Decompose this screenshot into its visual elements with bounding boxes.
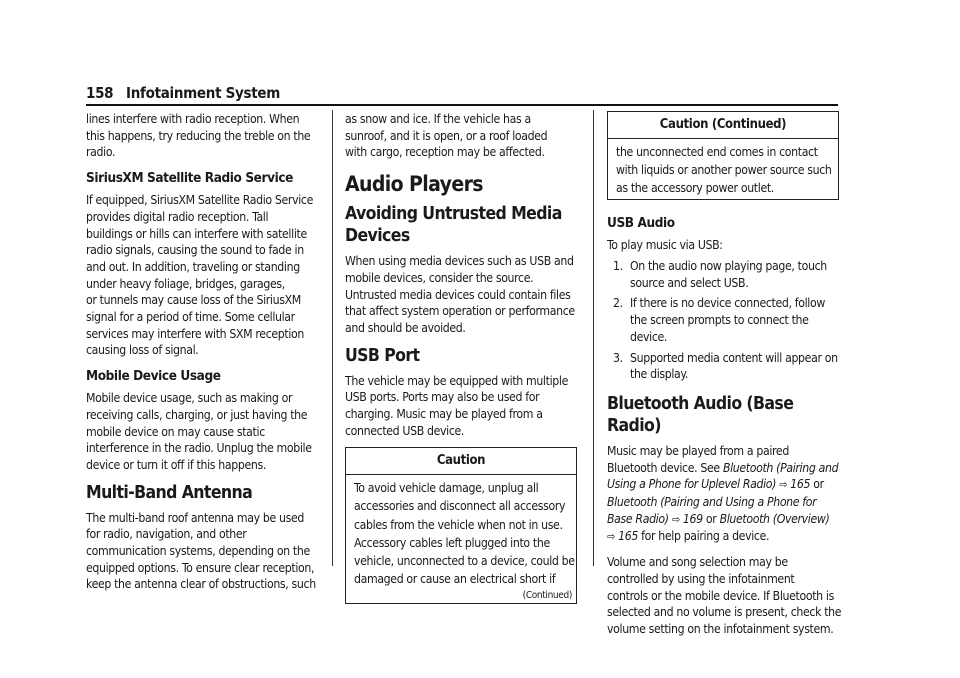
cross-reference-link[interactable]: Using a Phone for Uplevel Radio) xyxy=(607,477,777,492)
text-line: Untrusted media devices could contain files xyxy=(345,287,571,302)
text-line: keep the antenna clear of obstructions, such xyxy=(86,577,316,592)
page-header xyxy=(86,84,838,106)
text-line: communication systems, depending on the xyxy=(86,544,310,559)
text-line: provides digital radio reception. Tall xyxy=(86,209,269,224)
text-line: controls or the mobile device. If Bluetooth is xyxy=(607,588,834,603)
text-line: The vehicle may be equipped with multiple xyxy=(345,373,568,388)
cross-reference-link[interactable]: Bluetooth (Overview) xyxy=(719,511,830,526)
text-line: and should be avoided. xyxy=(345,320,466,335)
text-line: Supported media content will appear on xyxy=(630,350,838,365)
text-fragment: for help pairing a device. xyxy=(637,529,770,544)
text-line: interference in the radio. Unplug the mobile xyxy=(86,441,312,456)
text-line: with cargo, reception may be affected. xyxy=(345,145,545,160)
text-line: signal for a period of time. Some cellular xyxy=(86,310,295,325)
text-line: Volume and song selection may be xyxy=(607,555,788,570)
text-line: When using media devices such as USB and xyxy=(345,254,574,269)
caution-body xyxy=(346,475,576,590)
text-line: for radio, navigation, and other xyxy=(86,527,247,542)
text-line: the unconnected end comes in contact xyxy=(616,144,818,159)
list-item xyxy=(607,295,839,345)
caution-box xyxy=(345,447,577,604)
text-line: or tunnels may cause loss of the SiriusXM xyxy=(86,293,301,308)
text-line: lines interfere with radio reception. When xyxy=(86,112,300,126)
column-1 xyxy=(86,111,318,601)
cross-reference-link[interactable]: Bluetooth (Pairing and xyxy=(722,460,839,475)
text-line: Mobile device usage, such as making or xyxy=(86,391,293,406)
caution-box-continued xyxy=(607,111,839,200)
text-line: receiving calls, charging, or just having the xyxy=(86,407,308,422)
text-line xyxy=(607,511,839,529)
text-line: To avoid vehicle damage, unplug all xyxy=(354,481,539,496)
usb-port-heading: USB Port xyxy=(345,345,420,366)
text-line: the screen prompts to connect the xyxy=(630,313,809,328)
chapter-title: Audio Players xyxy=(345,172,483,197)
text-line: as snow and ice. If the vehicle has a xyxy=(345,112,531,126)
text-line: charging. Music may be played from a xyxy=(345,407,543,422)
text-line: controlled by using the infotainment xyxy=(607,571,795,586)
text-line: The multi-band roof antenna may be used xyxy=(86,510,305,525)
continued-paragraph xyxy=(345,111,577,161)
continued-marker: (Continued) xyxy=(522,590,572,602)
text-line: under heavy foliage, bridges, garages, xyxy=(86,276,285,291)
step-number: 3. xyxy=(613,350,623,365)
usb-audio-steps xyxy=(607,258,839,383)
text-line: If there is no device connected, follow xyxy=(630,296,825,311)
page-reference[interactable]: 165 xyxy=(790,477,811,492)
text-line: device or turn it off if this happens. xyxy=(86,457,266,472)
text-line: radio signals, causing the sound to fade in xyxy=(86,243,304,258)
cross-reference-link[interactable]: Base Radio) xyxy=(607,511,669,526)
bluetooth-audio-heading: Bluetooth Audio (Base Radio) xyxy=(607,393,794,436)
page-reference[interactable]: 169 xyxy=(682,511,703,526)
caution-body xyxy=(608,139,838,200)
text-line: mobile device on may cause static xyxy=(86,424,265,439)
text-line: and out. In addition, traveling or standing xyxy=(86,259,300,274)
column-divider xyxy=(332,110,333,566)
text-line: the display. xyxy=(630,367,688,382)
text-line: On the audio now playing page, touch xyxy=(630,259,827,274)
list-item xyxy=(607,258,839,291)
text-line: accessories and disconnect all accessory xyxy=(354,499,566,514)
text-line: radio. xyxy=(86,145,116,160)
text-line: device. xyxy=(630,329,668,344)
section-title: Infotainment System xyxy=(126,84,281,102)
text-line: this happens, try reducing the treble on the xyxy=(86,128,311,143)
step-number: 2. xyxy=(613,296,623,311)
text-line: services may interfere with SXM reception xyxy=(86,326,304,341)
text-line: If equipped, SiriusXM Satellite Radio Service xyxy=(86,193,313,208)
text-fragment: or xyxy=(702,511,720,526)
text-line: cables from the vehicle when not in use. xyxy=(354,517,563,532)
caution-title: Caution (Continued) xyxy=(608,112,838,139)
caution-title: Caution xyxy=(346,448,576,475)
antenna-heading: Multi-Band Antenna xyxy=(86,482,253,503)
mobile-device-heading: Mobile Device Usage xyxy=(86,368,221,385)
page-ref-arrow-icon: ⇨ xyxy=(671,512,680,526)
text-line xyxy=(607,494,839,511)
mobile-device-paragraph xyxy=(86,390,318,474)
text-line: causing loss of signal. xyxy=(86,343,199,358)
list-item xyxy=(607,350,839,383)
cross-reference-link[interactable]: Bluetooth (Pairing and Using a Phone for xyxy=(607,495,817,510)
usb-audio-intro: To play music via USB: xyxy=(607,238,723,253)
text-line: volume setting on the infotainment system. xyxy=(607,621,834,636)
text-fragment: Bluetooth device. See xyxy=(607,460,723,475)
column-3 xyxy=(607,111,842,646)
text-line: damaged or cause an electrical short if xyxy=(354,572,556,587)
step-number: 1. xyxy=(613,259,623,274)
page-reference[interactable]: 165 xyxy=(618,529,638,544)
text-line: source and select USB. xyxy=(630,275,749,290)
untrusted-media-heading: Avoiding Untrusted Media Devices xyxy=(345,204,562,247)
usb-port-paragraph xyxy=(345,373,577,440)
text-line: mobile devices, consider the source. xyxy=(345,270,534,285)
text-line: buildings or hills can interfere with satellite xyxy=(86,226,307,241)
text-line xyxy=(607,460,839,477)
text-line: that affect system operation or performance xyxy=(345,304,575,319)
text-line: equipped options. To ensure clear reception, xyxy=(86,560,315,575)
text-line: with liquids or another power source such xyxy=(616,162,832,177)
text-fragment: or xyxy=(810,477,824,492)
column-2 xyxy=(345,111,577,618)
text-line: selected and no volume is present, check the xyxy=(607,605,842,620)
text-line: vehicle, unconnected to a device, could be xyxy=(354,553,575,568)
siriusxm-heading: SiriusXM Satellite Radio Service xyxy=(86,170,294,187)
page-ref-arrow-icon: ⇨ xyxy=(607,530,615,544)
bluetooth-paragraph xyxy=(607,443,839,546)
text-line: Accessory cables left plugged into the xyxy=(354,535,550,550)
untrusted-media-paragraph xyxy=(345,253,577,337)
column-divider xyxy=(593,110,594,566)
text-line: Music may be played from a paired xyxy=(607,443,789,458)
page-number: 158 xyxy=(86,84,114,102)
text-line: connected USB device. xyxy=(345,423,465,438)
text-line xyxy=(607,528,839,546)
text-line xyxy=(607,476,839,494)
siriusxm-paragraph xyxy=(86,192,318,359)
usb-audio-heading: USB Audio xyxy=(607,215,675,232)
bluetooth-volume-paragraph xyxy=(607,554,842,638)
text-line: sunroof, and it is open, or a roof loaded xyxy=(345,128,548,143)
text-line: as the accessory power outlet. xyxy=(616,181,774,196)
text-line: USB ports. Ports may also be used for xyxy=(345,390,540,405)
intro-paragraph xyxy=(86,111,318,161)
antenna-paragraph xyxy=(86,510,318,594)
page-ref-arrow-icon: ⇨ xyxy=(779,478,788,492)
